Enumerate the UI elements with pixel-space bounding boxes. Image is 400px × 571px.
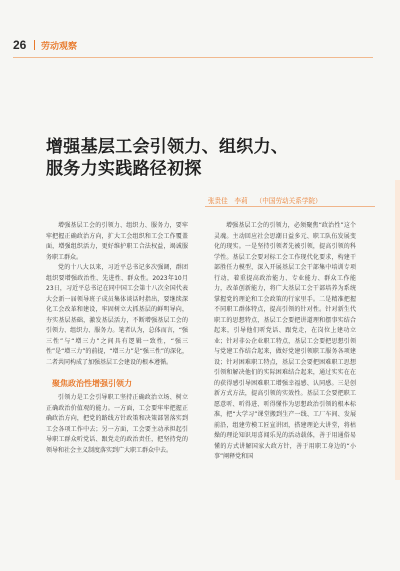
- paragraph: 增强基层工会的引领力，必须聚焦“政治性”这个灵魂。主动回应社会思潮日益多元、职工队伍发展变化的现实。一是坚持引领者先被引领，提高引领的科学性。基层工会要对标工会工作现代化要求，构建干部胜任力模型，深入开展基层工会干部集中培训专项行动，着重提高政治能力、专业能力、群众工作能力，改革创新能力，将广大基层工会干部培养为系统掌握党的理论和工会政策的行家里手。二是精准把握不同职工群体特点，提高引领的针对性。针对新生代职工的思想特点，基层工会要把讲道理和摆事实结合起来，引导他们听党话、跟党走，在岗位上建功立业；针对非公企业职工特点，基层工会要把思想引领与党建工作结合起来，做好党建引领职工服务各项建设；针对困难职工特点，基层工会要把困难职工思想引领和解决他们的实际困难结合起来，通过实实在在的获得感引导困难职工增强幸福感、认同感。三是创新方式方法，提高引领的实效性。基层工会要把职工愿意听、听得进、听得懂作为思想政治引领的根本标准，把“大学习”课堂搬到生产一线、工厂车间、发展前沿，组建劳模工匠宣讲团，搭建理论大讲堂，将枯燥的理论知识用喜闻乐见的活动载体，善于用通俗易懂的方式讲解国家大政方针，善于用职工身边的“小事”阐释党和国: [214, 222, 356, 460]
- left-column: [46, 221, 188, 456]
- section-label: 劳动观察: [41, 42, 78, 52]
- byline-rule: [205, 206, 375, 207]
- article-title: [46, 136, 366, 180]
- paragraph: 增强基层工会的引领力、组织力、服务力，要牢牢把握正确政治方向，扩大工会组织和工会工作覆盖面，增强组织活力，更好维护职工合法权益，竭诚服务职工群众。: [46, 222, 188, 261]
- right-column: [214, 221, 356, 463]
- header-rule: [13, 57, 373, 58]
- title-line-2: 服务力实践路径初探: [46, 159, 202, 179]
- header-divider: [34, 40, 35, 50]
- subheading: 聚焦政治性增强引领力: [52, 379, 132, 388]
- page-edge-accent: [395, 180, 400, 480]
- page-header: [0, 38, 400, 52]
- title-line-1: 增强基层工会引领力、组织力、: [46, 137, 289, 157]
- page-number: 26: [13, 38, 27, 52]
- affiliation: （中国劳动关系学院）: [255, 197, 322, 205]
- paragraph: 党的十八大以来，习近平总书记多次强调，群团组织要增强政治性、先进性、群众性。2023年10月23日，习近平总书记在同中国工会第十八次全国代表大会新一届领导班子成员集体谈话时指出，要继续深化工会改革和建设，牢固树立大抓基层的鲜明导向，夯实基层基础，激发基层活力，不断增强基层工会的引领力、组织力、服务力。笔者认为，总体而言，“强三性”与“增三力”之间具有逻辑一致性，“强三性”是“增三力”的前提，“增三力”是“强三性”的深化，二者共同构成了加强基层工会建设的根本遵循。: [46, 264, 188, 366]
- authors: 张贵佳 李莉: [208, 197, 248, 205]
- byline: [208, 195, 378, 205]
- paragraph: 引领力是工会引导职工坚持正确政治立场、树立正确政治价值观的能力。一方面，工会要牢牢把握正确政治方向，把党的路线方针政策和决策部署落实到工会各项工作中去；另一方面，工会要主动承担起引导职工群众听党话、跟党走的政治责任，把坚持党的领导和社会主义制度落实到广大职工群众中去。: [46, 394, 188, 454]
